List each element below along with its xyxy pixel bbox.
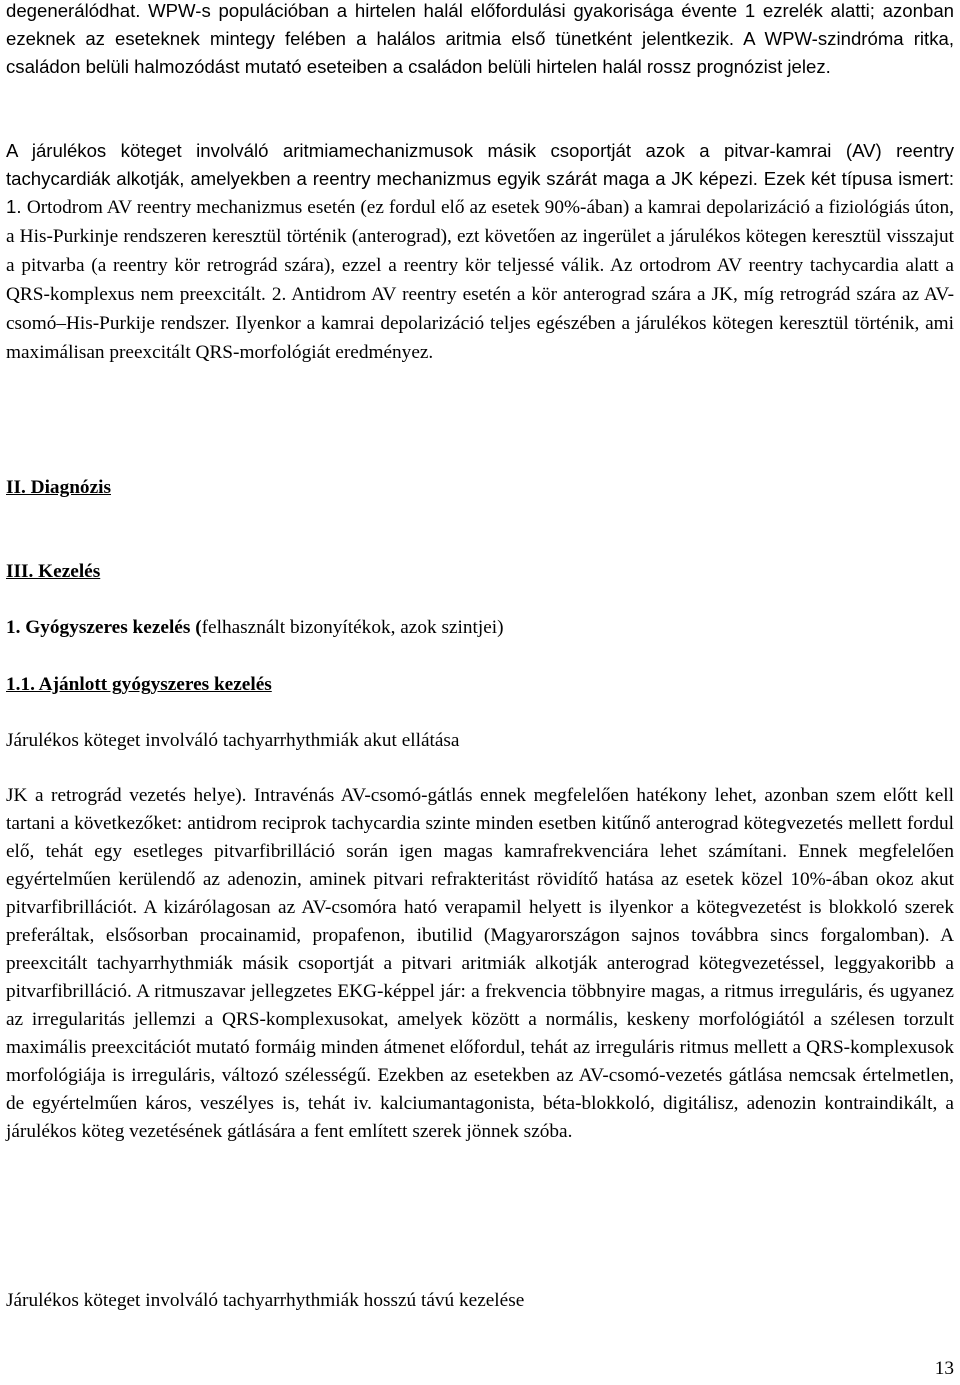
intro-paragraph: degenerálódhat. WPW-s populációban a hirtelen halál előfordulási gyakorisága évente 1 ezrelék alatti; azonban ezeknek az eseteknek mintegy felében a halálos aritmia első tünetként jelentkezik. A WPW-szindróma ritka, családon belüli halmozódást mutató eseteiben a családon belüli hirtelen halál rossz prognózist jelez. (6, 0, 954, 77)
acute-care-paragraph-part-a: JK a retrográd vezetés helye). (6, 785, 247, 806)
section-heading-treatment (6, 558, 100, 586)
page-number: 13 (934, 1358, 954, 1379)
av-reentry-paragraph-part-a: A járulékos köteget involváló aritmiamechanizmusok másik csoportját azok a pitvar-kamrai (AV) reentry tachycardiák alkotják, amelyekben a reentry mechanizmus egyik szárát maga a JK képezi. Ezek két típusa ismert: 1. (6, 140, 954, 217)
acute-care-paragraph (6, 782, 954, 1146)
recommended-drugs-text: 1.1. Ajánlott gyógyszeres kezelés (6, 674, 272, 695)
section-heading-diagnosis (6, 474, 111, 502)
heading-diagnosis-text: II. Diagnózis (6, 477, 111, 498)
drug-treatment-bold: 1. Gyógyszeres kezelés ( (6, 617, 202, 638)
subheading-drug-treatment (6, 614, 504, 642)
long-term-title: Járulékos köteget involváló tachyarrhythmiák hosszú távú kezelése (6, 1290, 525, 1311)
av-reentry-paragraph-part-b: Ortodrom AV reentry mechanizmus esetén (ez fordul elő az esetek 90%-ában) a kamrai depolarizáció a fiziológiás úton, a His-Purkinje rendszeren keresztül történik (anterograd), ezt követően az ingerület a járulékos kötegen keresztül visszajut a pitvarba (a reentry kör retrográd szára), ezzel a reentry kör teljessé válik. Az ortodrom AV reentry tachycardia alatt a QRS-komplexus nem preexcitált. 2. Antidrom AV reentry esetén a kör anterograd szára a JK, míg retrográd szára az AV-csomó–His-Purkije rendszer. Ilyenkor a kamrai depolarizáció teljes egészében a járulékos kötegen keresztül történik, ami maximálisan preexcitált QRS-morfológiát eredményez. (6, 197, 954, 363)
av-reentry-paragraph (6, 137, 954, 367)
subheading-recommended-drugs (6, 671, 272, 699)
heading-treatment-text: III. Kezelés (6, 561, 101, 582)
acute-care-title: Járulékos köteget involváló tachyarrhythmiák akut ellátása (6, 730, 460, 751)
acute-care-paragraph-part-b: Intravénás AV-csomó-gátlás ennek megfelelően hatékony lehet, azonban szem előtt kell tartani a következőket: antidrom reciprok tachycardia szinte minden esetben kitűnő anterograd kötegvezetés mellett fordul elő, tehát egy esetleges pitvarfibrilláció során igen magas kamrafrekvenciára lehet számítani. Ennek megfelelően egyértelműen kerülendő az adenozin, aminek pitvari refrakteritást rövidítő hatása az esetek közel 10%-ában okoz akut pitvarfibrillációt. A kizárólagosan az AV-csomóra ható verapamil helyett is ilyenkor a kötegvezetést is blokkoló szerek preferáltak, elsősorban procainamid, propafenon, ibutilid (Magyarországon sajnos továbbra sincs forgalomban). A preexcitált tachyarrhythmiák másik csoportját a pitvari aritmiák alkotják anterograd kötegvezetéssel, leggyakoribb a pitvarfibrilláció. A ritmuszavar jellegzetes EKG-képpel jár: a frekvencia többnyire magas, a ritmus irreguláris, és ugyanez az irregularitás jellemzi a QRS-komplexusokat, amelyek között a normális, keskeny morfológiától a szélesen torzult maximális preexcitációt mutató formáig minden átmenet előfordul, tehát az irreguláris ritmus mellett a QRS-komplexusok morfológiája is irreguláris, változó szélességű. Ezekben az esetekben az AV-csomó-vezetés gátlása nemcsak értelmetlen, de egyértelműen káros, veszélyes is, tehát iv. kalciumantagonista, béta-blokkoló, digitálisz, adenozin kontraindikált, a járulékos köteg vezetésének gátlására a fent említett szerek jönnek szóba. (6, 785, 954, 1142)
drug-treatment-rest: felhasznált bizonyítékok, azok szintjei) (201, 617, 504, 638)
